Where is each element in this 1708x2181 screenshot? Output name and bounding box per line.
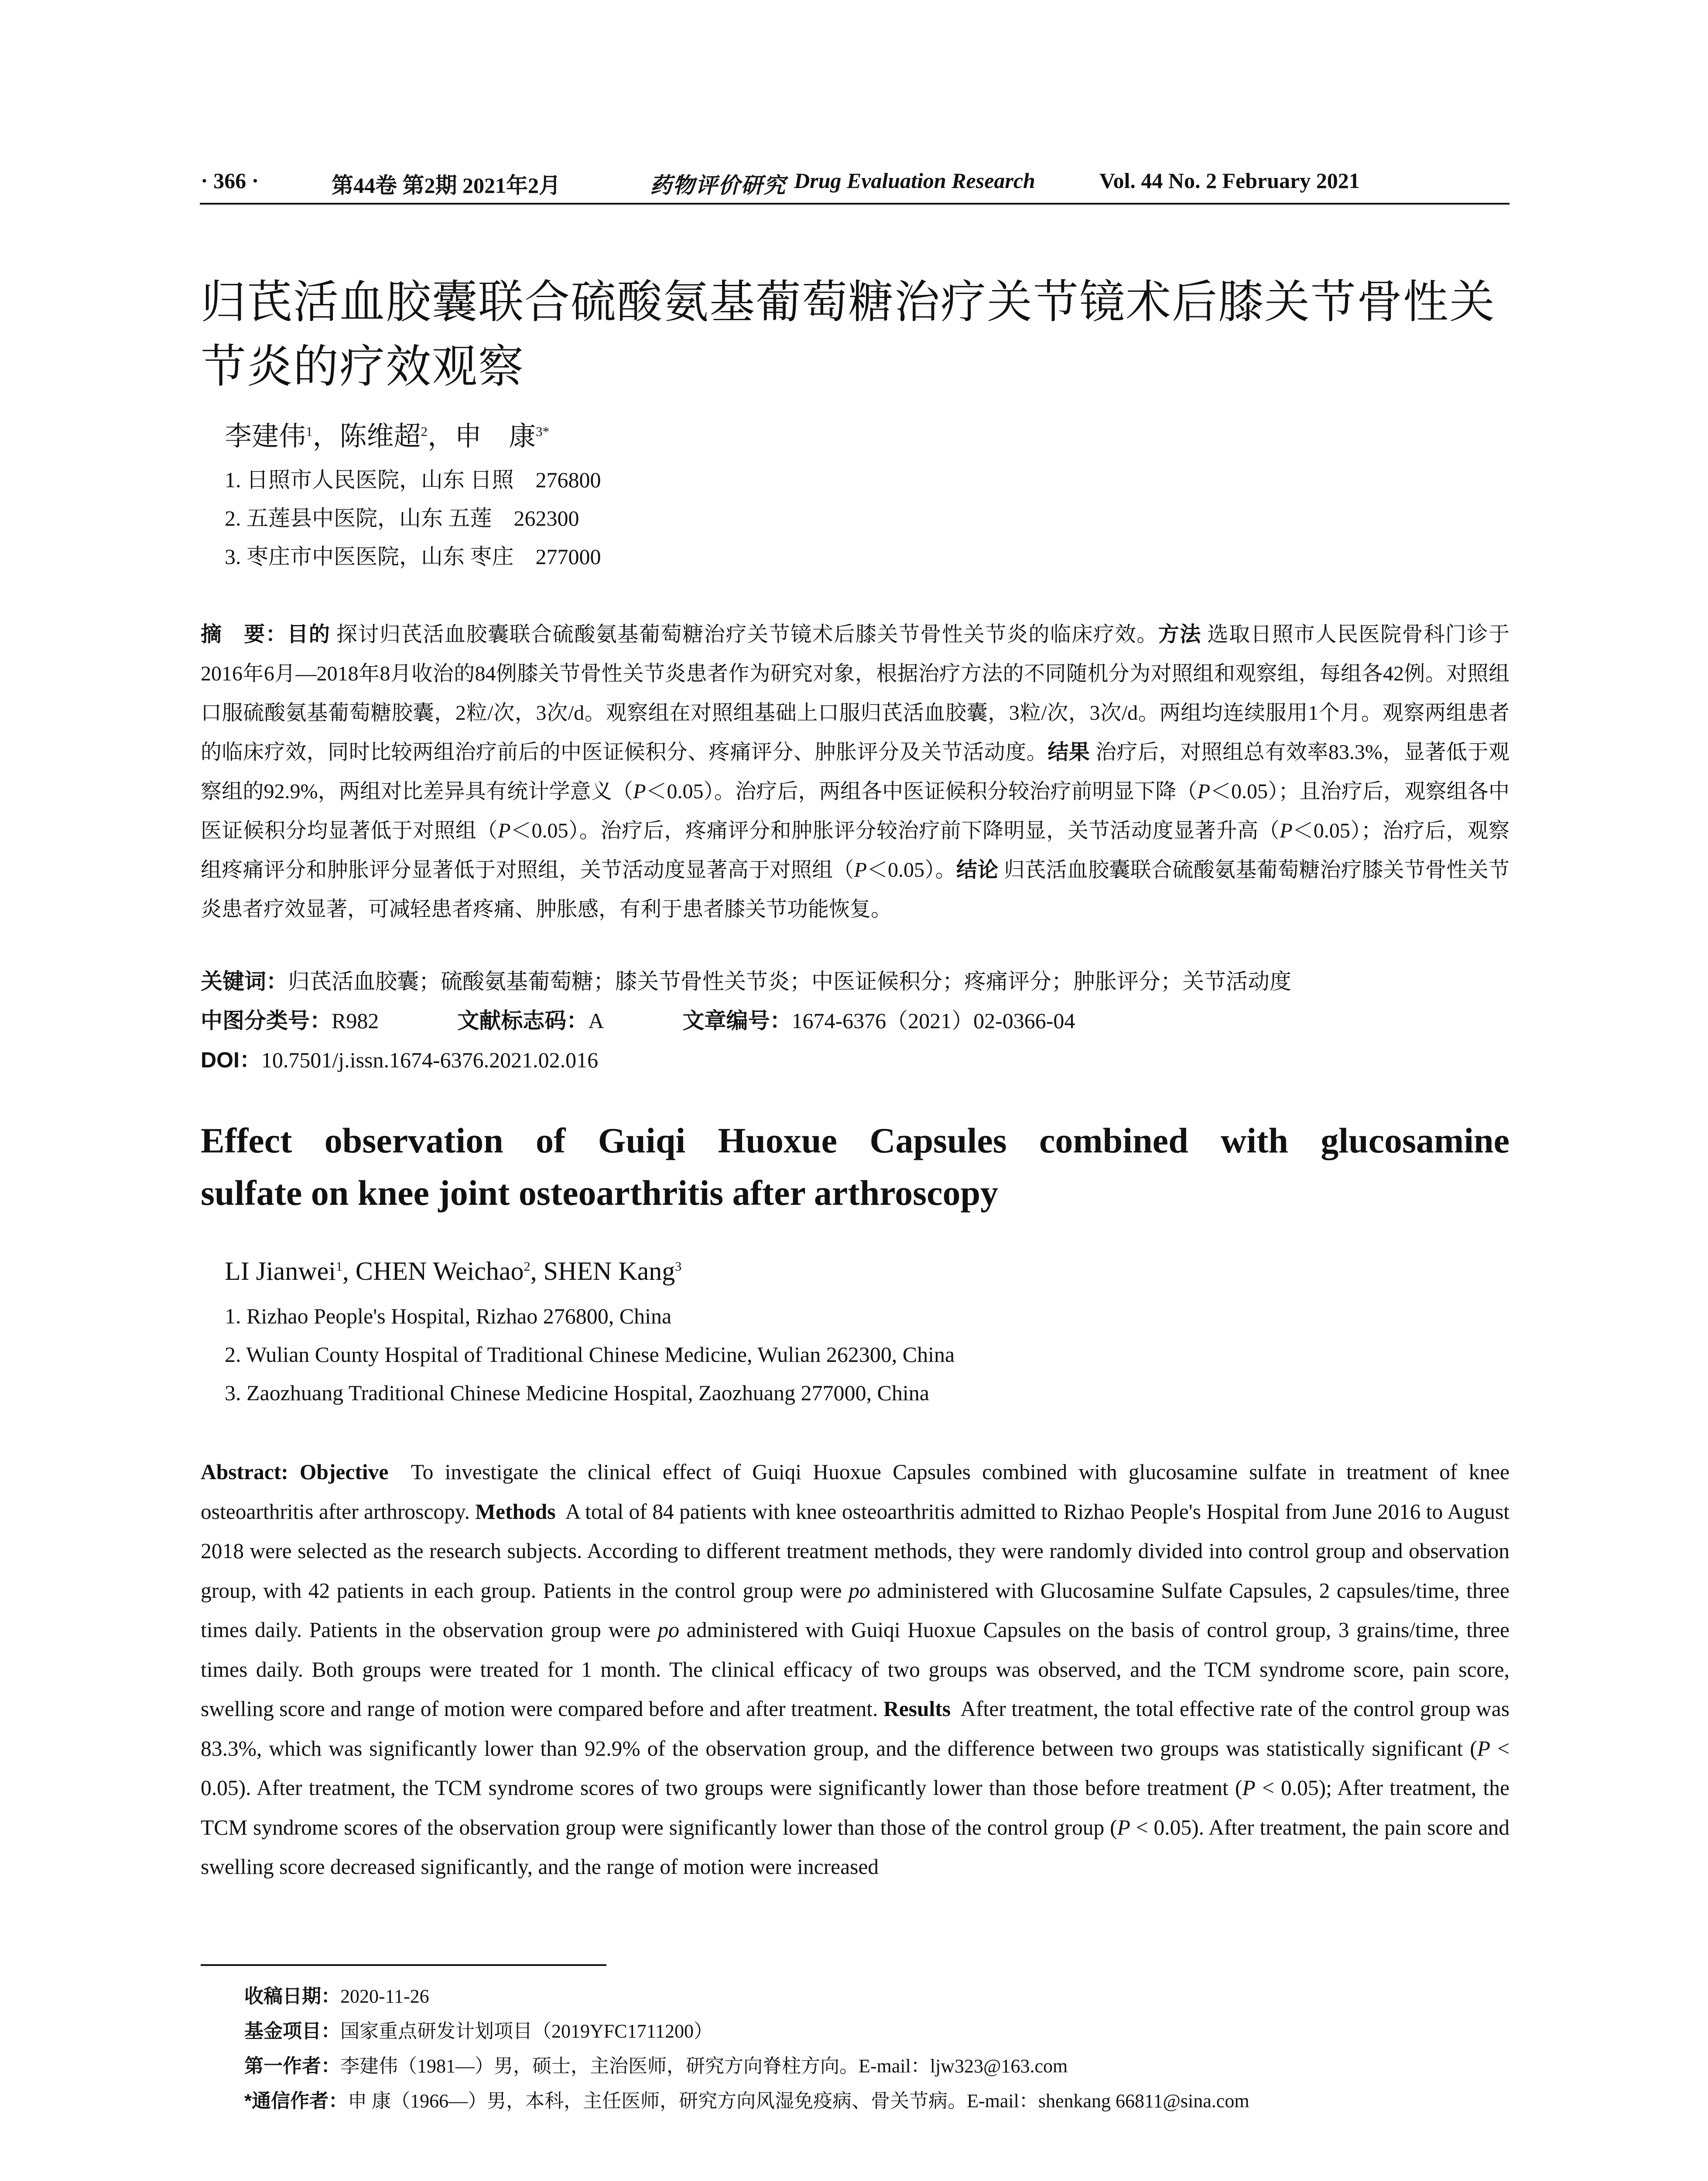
keywords-label: 关键词： bbox=[201, 969, 288, 994]
p-symbol: P bbox=[498, 819, 511, 842]
p-symbol: P bbox=[633, 780, 646, 803]
article-no-label: 文章编号： bbox=[682, 1008, 792, 1033]
affiliation-cn: 3. 枣庄市中医医院，山东 枣庄 277000 bbox=[225, 544, 601, 569]
first-author-label: 第一作者： bbox=[244, 2055, 340, 2077]
corresponding-label: *通信作者： bbox=[244, 2090, 348, 2112]
issue-info-cn: 第44卷 第2期 2021年2月 bbox=[332, 173, 561, 198]
conclusion-label: 结论 bbox=[956, 858, 999, 882]
p-symbol: P bbox=[1280, 819, 1293, 842]
results-text: ＜0.05）。 bbox=[866, 858, 956, 882]
first-author-text: 李建伟（1981—）男，硕士，主治医师，研究方向脊柱方向。E-mail：ljw323@163.com bbox=[340, 2055, 1068, 2077]
footnote-first-author bbox=[244, 2050, 1068, 2078]
results-text: ＜0.05）。治疗后，两组各中医证候积分较治疗前明显下降（ bbox=[646, 780, 1198, 803]
author-affiliation-mark: 3 bbox=[675, 1259, 682, 1274]
results-text: ＜0.05）；治疗后，观察组疼痛评分和肿胀评分显著低于对照组，关节活动度显著高于对照组（ bbox=[201, 819, 1509, 882]
po-abbrev: po bbox=[657, 1618, 679, 1642]
received-date: 2020-11-26 bbox=[340, 1986, 429, 2007]
header-rule bbox=[200, 203, 1509, 205]
author-affiliation-mark: 1 bbox=[335, 1259, 342, 1274]
abstract-cn bbox=[201, 615, 1509, 929]
keywords-cn bbox=[201, 964, 1291, 995]
methods-text: administered with Glucosamine Sulfate Capsules, 2 capsules/time, three times daily. Patients in the observation group were bbox=[201, 1578, 1510, 1642]
author-affiliation-mark: 2 bbox=[421, 424, 428, 439]
results-label: 结果 bbox=[1047, 741, 1090, 764]
article-title-cn: 归芪活血胶囊联合硫酸氨基葡萄糖治疗关节镜术后膝关节骨性关节炎的疗效观察 bbox=[201, 277, 1496, 392]
p-symbol: P bbox=[1477, 1736, 1491, 1761]
clc-label: 中图分类号： bbox=[201, 1008, 332, 1033]
issue-info-en: Vol. 44 No. 2 February 2021 bbox=[1099, 168, 1360, 193]
abstract-label: 摘 要： bbox=[201, 623, 288, 646]
corresponding-text: 申 康（1966—）男，本科，主任医师，研究方向风湿免疫病、骨关节病。E-mail：shenkang 66811@sina.com bbox=[348, 2090, 1249, 2112]
fund-text: 国家重点研发计划项目（2019YFC1711200） bbox=[340, 2020, 713, 2042]
p-symbol: P bbox=[854, 858, 867, 882]
doi-row bbox=[201, 1043, 598, 1074]
classification-row bbox=[201, 1003, 1075, 1035]
footnote-fund bbox=[244, 2015, 713, 2043]
affiliation-en: 3. Zaozhuang Traditional Chinese Medicine Hospital, Zaozhuang 277000, China bbox=[225, 1381, 929, 1405]
doi-value: 10.7501/j.issn.1674-6376.2021.02.016 bbox=[261, 1048, 599, 1072]
author-name: 陈维超 bbox=[339, 422, 421, 451]
methods-label: Methods bbox=[475, 1499, 556, 1524]
doc-code-label: 文献标志码： bbox=[457, 1008, 589, 1033]
results-text: ＜0.05）；且治疗后，观察组各中医证候积分均显著低于对照组（ bbox=[201, 780, 1509, 842]
keywords-text: 归芪活血胶囊；硫酸氨基葡萄糖；膝关节骨性关节炎；中医证候积分；疼痛评分；肿胀评分；关节活动度 bbox=[288, 969, 1291, 994]
author-name: 申 康 bbox=[455, 422, 536, 451]
results-text: < 0.05). After treatment, the TCM syndrome scores of two groups were significantly lower than those before treatment ( bbox=[201, 1736, 1509, 1800]
footnote-corresponding bbox=[244, 2085, 1249, 2113]
author-name: SHEN Kang bbox=[543, 1257, 675, 1285]
objective-label: 目的 bbox=[287, 623, 331, 646]
results-text: 治疗后，对照组总有效率83.3%，显著低于观察组的92.9%，两组对比差异具有统计学意义（ bbox=[201, 741, 1509, 803]
p-symbol: P bbox=[1242, 1776, 1256, 1800]
author-affiliation-mark: 2 bbox=[524, 1259, 531, 1274]
footnote-received bbox=[244, 1980, 429, 2008]
results-text: After treatment, the total effective rate of the control group was 83.3%, which was significantly lower than 92.9% of the observation group, and the difference between two groups was statistically significant ( bbox=[201, 1697, 1510, 1761]
results-text: < 0.05); After treatment, the TCM syndrome scores of the observation group were significantly lower than those of the control group ( bbox=[201, 1776, 1509, 1839]
journal-name-en: Drug Evaluation Research bbox=[794, 168, 1035, 193]
p-symbol: P bbox=[1117, 1815, 1130, 1839]
results-text: ＜0.05）。治疗后，疼痛评分和肿胀评分较治疗前下降明显，关节活动度显著升高（ bbox=[510, 819, 1280, 842]
author-name: LI Jianwei bbox=[225, 1257, 336, 1285]
abstract-label: Abstract: bbox=[201, 1460, 288, 1484]
affiliation-cn: 2. 五莲县中医院，山东 五莲 262300 bbox=[225, 506, 579, 530]
title-en-line: Effect observation of Guiqi Huoxue Capsules combined with glucosamine bbox=[201, 1121, 1509, 1160]
methods-text: A total of 84 patients with knee osteoarthritis admitted to Rizhao People's Hospital from June 2016 to August 2018 were selected as the research subjects. According to different treatment methods, they were randomly divided into control group and observation group, with 42 patients in each group. Patients in the control group were bbox=[201, 1499, 1509, 1603]
received-label: 收稿日期： bbox=[244, 1986, 340, 2007]
objective-label: Objective bbox=[299, 1460, 389, 1484]
conclusion-text: 归芪活血胶囊联合硫酸氨基葡萄糖治疗膝关节骨性关节炎患者疗效显著，可减轻患者疼痛、肿胀感，有利于患者膝关节功能恢复。 bbox=[201, 858, 1509, 921]
doi-label: DOI： bbox=[201, 1048, 261, 1072]
abstract-en bbox=[201, 1453, 1509, 1887]
article-no-value: 1674-6376（2021）02-0366-04 bbox=[791, 1008, 1075, 1033]
article-title-en bbox=[201, 1114, 1509, 1219]
affiliation-cn: 1. 日照市人民医院，山东 日照 276800 bbox=[225, 468, 601, 492]
methods-label: 方法 bbox=[1158, 623, 1201, 646]
po-abbrev: po bbox=[849, 1578, 870, 1603]
fund-label: 基金项目： bbox=[244, 2020, 340, 2042]
affiliation-en: 1. Rizhao People's Hospital, Rizhao 276800, China bbox=[225, 1304, 672, 1328]
footnote-rule bbox=[201, 1964, 606, 1966]
author-affiliation-mark: 1 bbox=[306, 424, 313, 439]
affiliation-en: 2. Wulian County Hospital of Traditional Chinese Medicine, Wulian 262300, China bbox=[225, 1342, 955, 1367]
clc-value: R982 bbox=[332, 1008, 379, 1033]
doc-code-value: A bbox=[588, 1008, 604, 1033]
methods-text: 选取日照市人民医院骨科门诊于2016年6月—2018年8月收治的84例膝关节骨性关节炎患者作为研究对象，根据治疗方法的不同随机分为对照组和观察组，每组各42例。对照组口服硫酸氨基葡萄糖胶囊，2粒/次，3次/d。观察组在对照组基础上口服归芪活血胶囊，3粒/次，3次/d。两组均连续服用1个月。观察两组患者的临床疗效，同时比较两组治疗前后的中医证候积分、疼痛评分、肿胀评分及关节活动度。 bbox=[201, 623, 1509, 764]
title-en-line: sulfate on knee joint osteoarthritis after arthroscopy bbox=[201, 1173, 999, 1213]
author-name: 李建伟 bbox=[225, 422, 306, 451]
authors-cn: 李建伟$^1$，陈维超$^2$，申 康$^{3*}$ bbox=[225, 422, 550, 451]
running-header bbox=[201, 168, 1509, 198]
p-symbol: P bbox=[1197, 780, 1210, 803]
author-affiliation-mark: 3* bbox=[536, 424, 550, 439]
author-name: CHEN Weichao bbox=[355, 1257, 524, 1285]
journal-logo-cn: 药物评价研究 bbox=[650, 173, 786, 198]
page-number: · 366 · bbox=[201, 168, 259, 193]
results-label: Results bbox=[883, 1697, 951, 1721]
results-text: < 0.05). After treatment, the pain score and swelling score decreased significantly, and the range of motion were increased bbox=[201, 1815, 1510, 1879]
methods-text: administered with Guiqi Huoxue Capsules on the basis of control group, 3 grains/time, three times daily. Both groups were treated for 1 month. The clinical efficacy of two groups was observed, and the TCM syndrome score, pain score, swelling score and range of motion were compared before and after treatment. bbox=[201, 1618, 1510, 1721]
objective-text: 探讨归芪活血胶囊联合硫酸氨基葡萄糖治疗关节镜术后膝关节骨性关节炎的临床疗效。 bbox=[336, 623, 1158, 646]
objective-text: To investigate the clinical effect of Guiqi Huoxue Capsules combined with glucosamine sulfate in treatment of knee osteoarthritis after arthroscopy. bbox=[201, 1460, 1510, 1524]
authors-en: LI Jianwei$^1$, CHEN Weichao$^2$, SHEN Kang$^3$ bbox=[225, 1257, 682, 1285]
